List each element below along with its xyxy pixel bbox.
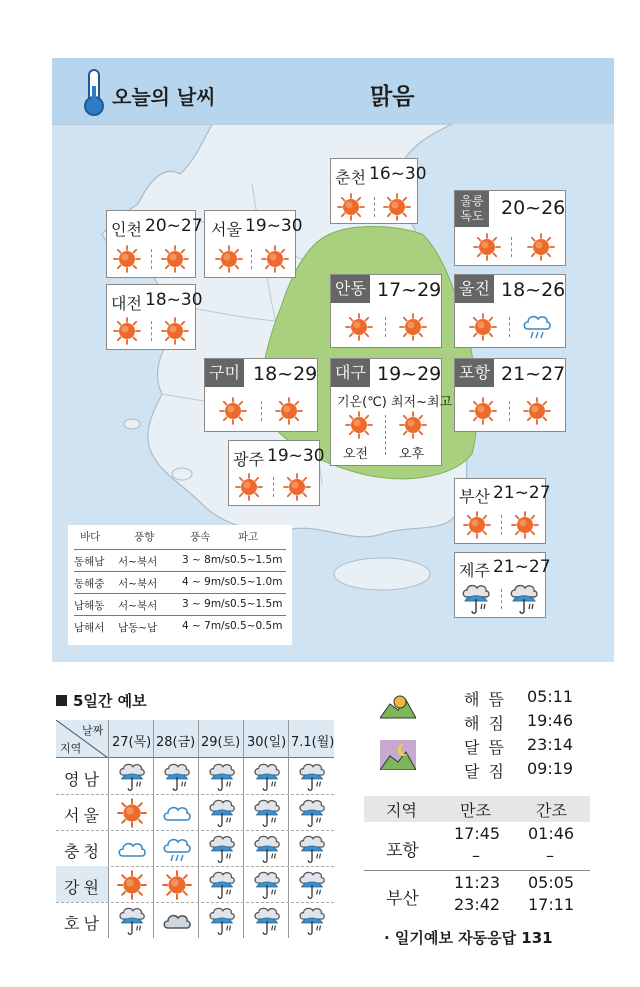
rain-icon — [251, 870, 283, 900]
sun-icon — [219, 397, 247, 425]
rain-icon — [116, 906, 148, 936]
sea-row: 남해서 남동~남 4 ~ 7m/s 0.5~0.5m — [74, 615, 286, 637]
temp-range: 20~27 — [145, 216, 203, 236]
temp-range: 21~27 — [493, 483, 551, 503]
tide-header-high: 만조 — [460, 801, 491, 820]
sunrise-icon — [380, 692, 416, 720]
rain-icon — [296, 762, 328, 792]
thermometer-icon — [80, 68, 108, 118]
city-andong — [330, 274, 442, 348]
temp-range: 18~29 — [253, 363, 318, 385]
temp-range: 19~30 — [267, 446, 325, 466]
sea-header-wave: 파고 — [238, 531, 259, 543]
city-seoul — [204, 210, 303, 278]
city-ulleung-dokdo — [454, 190, 566, 266]
city-gumi — [204, 358, 318, 432]
city-daegu — [330, 358, 453, 466]
city-uljin — [454, 274, 566, 348]
weather-condition: 맑음 — [370, 83, 415, 110]
sun-icon — [399, 411, 427, 439]
sea-header-sea: 바다 — [80, 531, 101, 543]
cloud-icon — [161, 798, 193, 828]
rain-icon — [296, 906, 328, 936]
rain-icon — [206, 906, 238, 936]
temp-range: 17~29 — [377, 279, 442, 301]
temp-range: 20~26 — [501, 197, 566, 219]
sunrise-time: 05:11 — [527, 687, 574, 706]
rain-icon — [206, 762, 238, 792]
sun-icon — [383, 193, 411, 221]
rain-icon — [251, 906, 283, 936]
moonrise-time: 23:14 — [527, 735, 574, 754]
city-gwangju — [228, 440, 325, 506]
sun-icon — [345, 313, 373, 341]
cloud-rain-icon — [521, 311, 553, 341]
temp-range: 21~27 — [493, 557, 551, 577]
sun-icon — [261, 245, 289, 273]
city-name: 인천 — [111, 220, 142, 239]
rain-icon — [206, 870, 238, 900]
tide-value: 23:42 — [454, 895, 501, 914]
sun-icon — [215, 245, 243, 273]
tide-region-busan: 부산 — [386, 889, 419, 909]
rain-icon — [296, 870, 328, 900]
rain-icon — [161, 762, 193, 792]
day-header: 28(금) — [156, 735, 196, 750]
tide-header-low: 간조 — [536, 801, 567, 820]
city-name-line2: 독도 — [460, 209, 484, 223]
region-name: 호남 — [64, 914, 103, 933]
moonset-label: 달 짐 — [464, 762, 506, 781]
tide-value: – — [546, 846, 554, 865]
city-name: 안동 — [331, 275, 370, 303]
sea-conditions-table — [68, 525, 292, 645]
day-header: 30(일) — [247, 735, 287, 750]
sun-icon — [161, 317, 189, 345]
sea-row: 남해동 서~북서 3 ~ 9m/s 0.5~1.5m — [74, 593, 286, 615]
tide-value: – — [472, 846, 480, 865]
sun-icon — [113, 317, 141, 345]
temp-legend: 기온(℃) 최저~최고 — [337, 395, 453, 410]
city-name: 포항 — [455, 359, 494, 387]
pm-label: 오후 — [399, 447, 425, 462]
rain-icon — [459, 583, 493, 615]
sea-row: 동해중 서~북서 4 ~ 9m/s 0.5~1.0m — [74, 571, 286, 593]
temp-range: 19~30 — [245, 216, 303, 236]
rain-icon — [251, 762, 283, 792]
sun-icon — [399, 313, 427, 341]
phone-service-note: · 일기예보 자동응답 131 — [384, 929, 553, 947]
rain-icon — [206, 834, 238, 864]
rain-icon — [251, 834, 283, 864]
page-title: 오늘의 날씨 — [112, 85, 216, 109]
sun-icon — [523, 397, 551, 425]
sun-icon — [469, 313, 497, 341]
cloud-icon — [116, 834, 148, 864]
day-header: 27(목) — [112, 735, 152, 750]
tide-value: 05:05 — [528, 873, 575, 892]
five-day-title: 5일간 예보 — [56, 690, 147, 711]
rain-icon — [507, 583, 541, 615]
cloud-rain-icon — [161, 834, 193, 864]
tide-value: 01:46 — [528, 824, 575, 843]
sun-icon — [337, 193, 365, 221]
sun-icon — [463, 511, 491, 539]
temp-range: 16~30 — [369, 164, 427, 184]
city-jeju — [454, 552, 551, 618]
day-header: 7.1(월) — [291, 735, 335, 750]
sun-icon — [116, 798, 148, 828]
region-name: 서울 — [64, 806, 103, 825]
sea-header-wind-dir: 풍향 — [134, 531, 155, 543]
am-label: 오전 — [343, 447, 369, 462]
region-name: 강원 — [64, 878, 103, 897]
sun-icon — [527, 233, 555, 261]
region-name: 충청 — [64, 842, 103, 861]
city-name-line1: 울릉 — [460, 194, 484, 208]
tide-value: 17:11 — [528, 895, 575, 914]
sun-icon — [161, 870, 193, 900]
city-name: 광주 — [233, 450, 264, 469]
temp-range: 21~27 — [501, 363, 566, 385]
city-name: 구미 — [205, 359, 244, 387]
sun-icon — [283, 473, 311, 501]
moonset-time: 09:19 — [527, 759, 574, 778]
city-chuncheon — [330, 158, 427, 224]
five-day-table — [56, 720, 334, 938]
city-name: 대구 — [331, 359, 370, 387]
city-name: 울진 — [455, 275, 494, 303]
temp-range: 19~29 — [377, 363, 442, 385]
sun-icon — [275, 397, 303, 425]
day-header: 29(토) — [201, 735, 241, 750]
city-name: 서울 — [211, 220, 242, 239]
sunset-time: 19:46 — [527, 711, 574, 730]
rain-icon — [116, 762, 148, 792]
sun-icon — [469, 397, 497, 425]
corner-date-label: 날짜 — [82, 724, 104, 737]
sea-row: 동해남 서~북서 3 ~ 8m/s 0.5~1.5m — [74, 549, 286, 571]
moonrise-icon — [380, 740, 416, 770]
city-name: 대전 — [111, 294, 142, 313]
city-busan — [454, 478, 551, 544]
rain-icon — [296, 834, 328, 864]
temp-range: 18~26 — [501, 279, 566, 301]
city-name: 부산 — [459, 487, 490, 506]
cloud-dark-icon — [161, 906, 193, 936]
city-name: 춘천 — [335, 168, 366, 187]
city-daejeon — [106, 284, 203, 350]
map-panel — [52, 58, 614, 662]
region-name: 영남 — [64, 770, 103, 789]
moonrise-label: 달 뜸 — [464, 738, 506, 757]
tide-region-pohang: 포항 — [386, 841, 419, 861]
sunset-label: 해 짐 — [464, 714, 506, 733]
sun-icon — [116, 870, 148, 900]
city-incheon — [106, 210, 203, 278]
sun-icon — [235, 473, 263, 501]
sun-icon — [113, 245, 141, 273]
sun-icon — [473, 233, 501, 261]
sunrise-label: 해 뜸 — [464, 690, 506, 709]
temp-range: 18~30 — [145, 290, 203, 310]
sun-icon — [511, 511, 539, 539]
sea-header-wind-speed: 풍속 — [190, 531, 211, 543]
city-name: 제주 — [459, 561, 490, 580]
title-bar — [52, 58, 614, 124]
corner-region-label: 지역 — [60, 742, 82, 755]
tide-value: 11:23 — [454, 873, 501, 892]
rain-icon — [251, 798, 283, 828]
rain-icon — [296, 798, 328, 828]
sun-icon — [161, 245, 189, 273]
rain-icon — [206, 798, 238, 828]
city-pohang — [454, 358, 566, 432]
sun-icon — [345, 411, 373, 439]
tide-value: 17:45 — [454, 824, 501, 843]
tide-header-region: 지역 — [386, 801, 417, 820]
